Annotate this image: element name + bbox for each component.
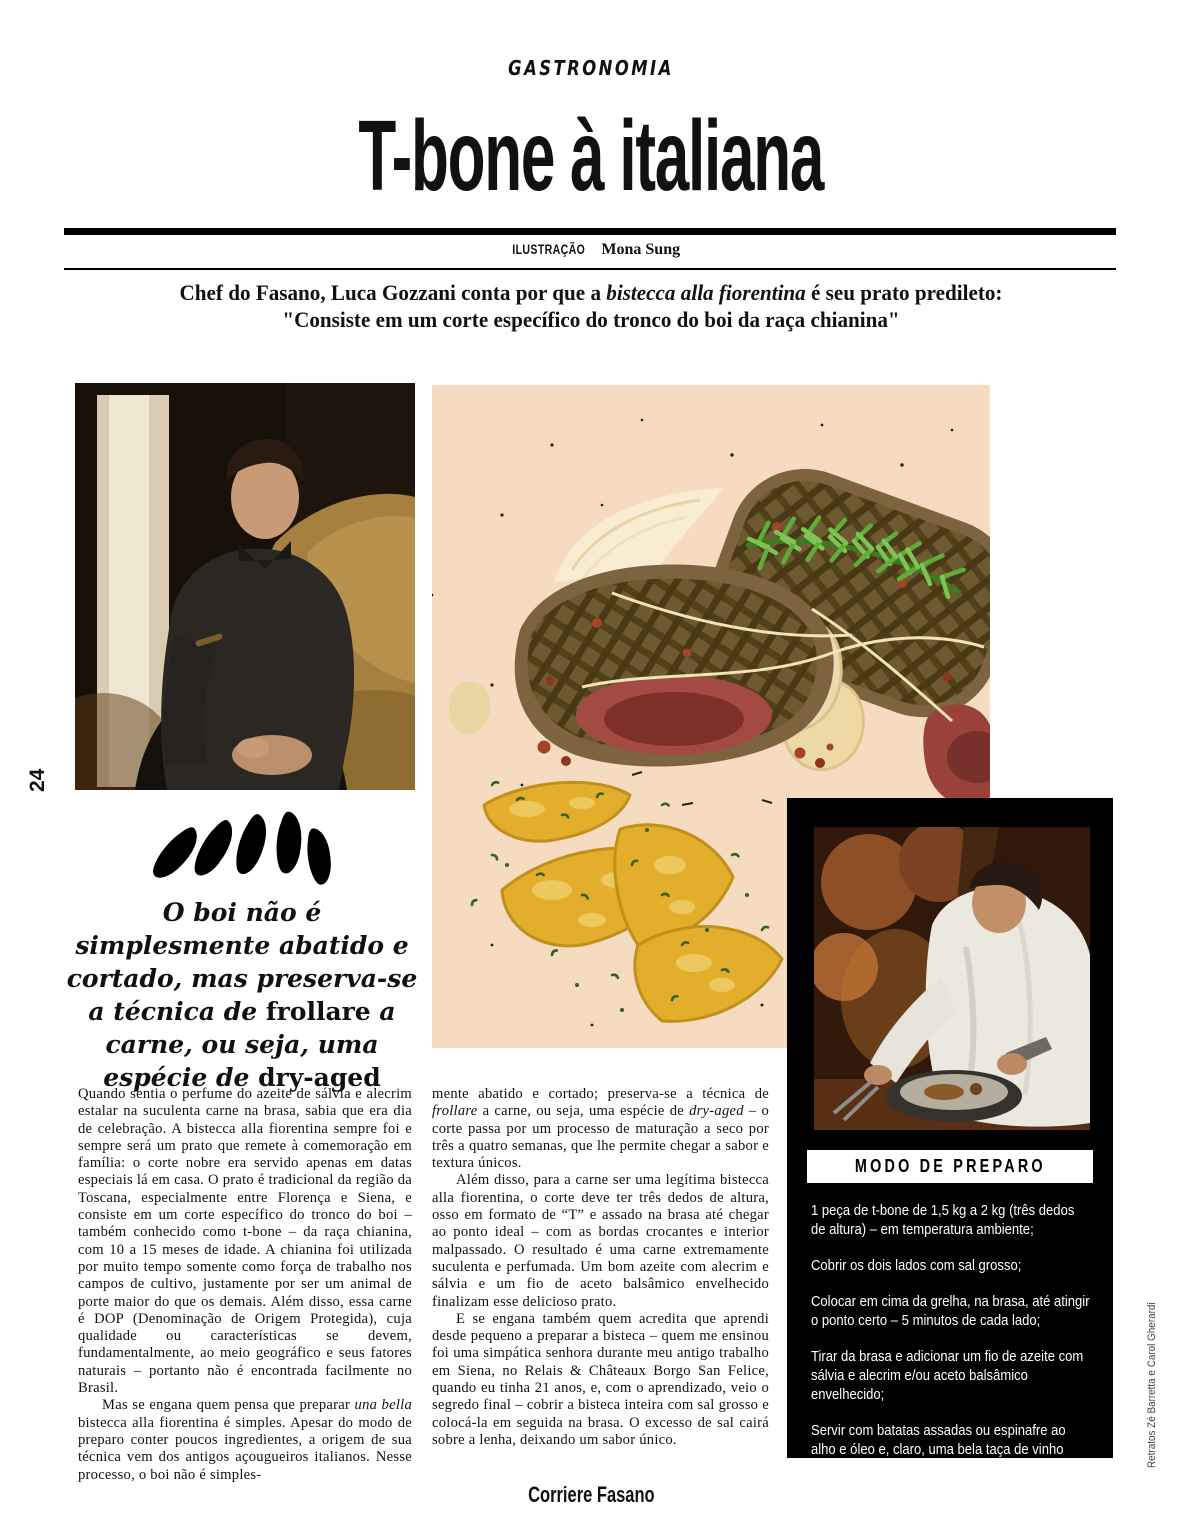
pull-quote	[62, 810, 422, 1094]
recipe-title: MODO DE PREPARO	[854, 1156, 1046, 1176]
quote-brush-marks-icon	[137, 810, 347, 890]
article-title	[0, 100, 1182, 212]
recipe-box	[787, 798, 1113, 1477]
photo-credit: Retratos Zé Barretta e Carol Gherardi	[1146, 1302, 1158, 1468]
section-kicker-label: GASTRONOMIA	[508, 56, 674, 80]
article-deck	[24, 279, 1159, 333]
recipe-step: Servir com batatas assadas ou espinafre ao alho e óleo e, claro, uma bela taça de vinho Chianti.	[811, 1423, 1066, 1477]
paragraph: Quando sentia o perfume do azeite de sálvia e alecrim estalar na suculenta carne na brasa, sabia que era dia de celebração. A bistecca alla fiorentina sempre foi e sempre será um prato que remete à comemoração em família: o corte nobre era servido apenas em datas especiais lá em casa. O prato é tradicional da região da Toscana, especialmente entre Florença e Siena, e consiste em um corte específico do tronco do boi – também conhecido como t-bone – da raça chianina, com 10 a 15 meses de idade. A chianina foi utilizada por muito tempo somente como força de trabalho nos campos de cultivo, justamente por ser um animal de porte maior do que os demais. Além disso, essa carne é DOP (Denominação de Origem Protegida), cuja qualidade ou características se devem, fundamentalmente, ao meio geográfico e seus fatores naturais – portanto não é encontrada facilmente no Brasil.	[78, 1086, 412, 1397]
recipe-step: Cobrir os dois lados com sal grosso;	[811, 1258, 1022, 1274]
chef-portrait-photo	[75, 383, 415, 790]
body-column-1	[78, 1086, 412, 1484]
paragraph: Além disso, para a carne ser uma legítima bistecca alla fiorentina, o corte deve ter três dedos de altura, osso em formato de “T” e assado na brasa até chegar ao ponto ideal – com as bordas crocantes e interior malpassado. O resultado é uma carne extremamente suculenta e perfumada. Um bom azeite com alecrim e sálvia e um fio de aceto balsâmico envelhecido finalizam esse delicioso prato.	[432, 1172, 769, 1310]
divider-thin	[64, 268, 1116, 270]
divider-thick	[64, 228, 1116, 235]
paragraph: mente abatido e cortado; preserva-se a técnica de frollare a carne, ou seja, uma espécie de dry-aged – o corte passa por um processo de maturação a seco por três a quatro semanas, que lhe permite chegar a sabor e textura únicos.	[432, 1086, 769, 1172]
illustration-credit-name: Mona Sung	[601, 241, 681, 258]
page-number: 24	[26, 768, 49, 792]
publication-name: Corriere Fasano	[527, 1482, 655, 1507]
publication-footer	[0, 1482, 1182, 1508]
paragraph: Mas se engana quem pensa que preparar una bella bistecca alla fiorentina é simples. Apesar do modo de preparo conter poucos ingredientes, a origem de sua técnica vem dos antigos açougueiros italianos. Nesse processo, o boi não é simples-	[78, 1397, 412, 1483]
deck-line-1: Chef do Fasano, Luca Gozzani conta por que a bistecca alla fiorentina é seu prato predileto:	[179, 280, 1003, 305]
recipe-step: Tirar da brasa e adicionar um fio de azeite com sálvia e alecrim e/ou aceto balsâmico envelhecido;	[811, 1349, 1084, 1403]
recipe-step: Colocar em cima da grelha, na brasa, até atingir o ponto certo – 5 minutos de cada lado;	[811, 1294, 1090, 1329]
section-kicker	[0, 56, 1182, 80]
paragraph: E se engana também quem acredita que aprendi desde pequeno a preparar a bisteca – quem me ensinou foi uma simpática senhora durante meu antigo trabalho em Siena, no Relais & Châteaux Borgo San Felice, quando eu tinha 21 anos, e, com o aprendizado, veio o segredo final – cobrir a bisteca inteira com sal grosso e colocá-la em seguida na brasa. O excesso de sal cairá sobre a lenha, deixando um sabor único.	[432, 1310, 769, 1448]
illustration-credit-label: ILUSTRAÇÃO	[512, 242, 586, 257]
recipe-steps	[811, 1202, 1091, 1496]
article-title-text: T-bone à italiana	[358, 100, 824, 212]
illustration-credit	[0, 241, 1182, 259]
pull-quote-text: O boi não é simplesmente abatido e cortado, mas preserva-se a técnica de frollare a carne, ou seja, uma espécie de dry-aged	[66, 898, 418, 1092]
recipe-title-bar	[807, 1150, 1093, 1183]
body-column-2	[432, 1086, 769, 1449]
recipe-step: 1 peça de t-bone de 1,5 kg a 2 kg (três dedos de altura) – em temperatura ambiente;	[811, 1203, 1075, 1238]
chef-cooking-photo	[814, 827, 1090, 1130]
deck-line-2: "Consiste em um corte específico do tronco do boi da raça chianina"	[282, 307, 900, 332]
